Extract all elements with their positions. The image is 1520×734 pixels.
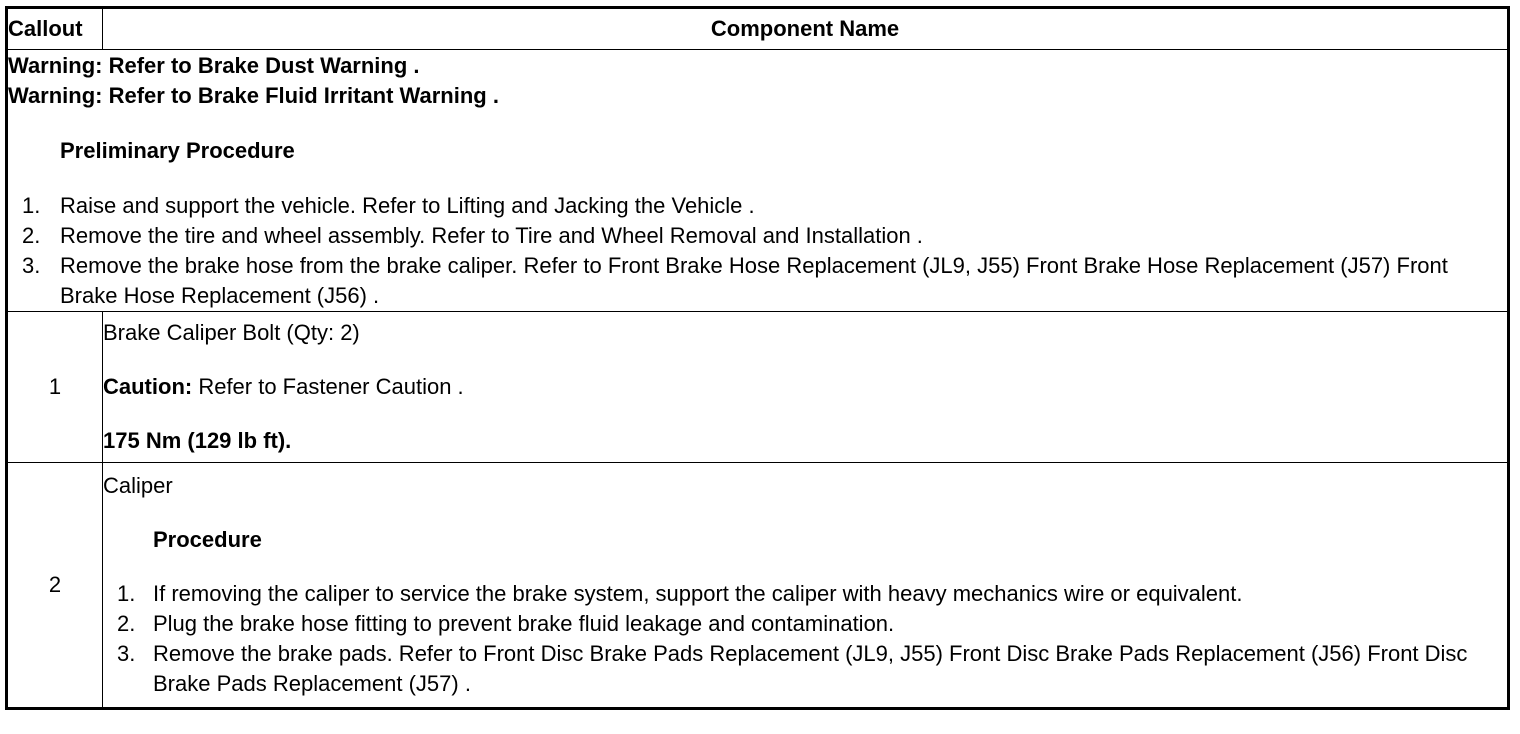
list-item: [103, 609, 1507, 639]
list-item: [103, 579, 1507, 609]
procedure-steps-list: [103, 579, 1507, 699]
table-row: [7, 463, 1509, 709]
step-text: Remove the tire and wheel assembly. Refer to Tire and Wheel Removal and Installation .: [60, 222, 923, 248]
list-item: [8, 191, 1507, 221]
step-number: 3.: [22, 252, 41, 278]
step-number: 1.: [22, 192, 41, 218]
preliminary-steps-list: [8, 191, 1507, 311]
caution-note: [103, 372, 1507, 402]
preliminary-procedure-title: Preliminary Procedure: [60, 137, 295, 163]
step-text: Plug the brake hose fitting to prevent brake fluid leakage and contamination.: [153, 611, 895, 636]
torque-spec: 175 Nm (129 lb ft).: [103, 428, 292, 453]
callout-column-header: Callout: [7, 8, 103, 50]
intro-cell: [7, 50, 1509, 312]
component-cell: [103, 463, 1509, 709]
component-name-column-header: Component Name: [103, 8, 1509, 50]
caution-text: Refer to Fastener Caution .: [192, 374, 464, 399]
component-name: Caliper: [103, 473, 173, 498]
table-row: [7, 312, 1509, 463]
step-text: Remove the brake hose from the brake caliper. Refer to Front Brake Hose Replacement (JL9, J55) Front Brake Hose Replacement (J57) Front Brake Hose Replacement (J56) .: [60, 252, 1448, 308]
callout-number: 1: [7, 312, 103, 463]
header-row: [7, 8, 1509, 50]
step-number: 2.: [117, 611, 136, 636]
step-number: 2.: [22, 222, 41, 248]
procedure-table: [5, 6, 1510, 710]
step-text: Raise and support the vehicle. Refer to Lifting and Jacking the Vehicle .: [60, 192, 755, 218]
component-cell: [103, 312, 1509, 463]
list-item: [8, 221, 1507, 251]
list-item: [103, 639, 1507, 699]
callout-number: 2: [7, 463, 103, 709]
component-name: Brake Caliper Bolt (Qty: 2): [103, 320, 360, 345]
list-item: [8, 251, 1507, 311]
caution-label: Caution:: [103, 374, 193, 399]
warning-brake-dust: Warning: Refer to Brake Dust Warning .: [8, 52, 420, 78]
procedure-title: Procedure: [153, 527, 262, 552]
step-text: Remove the brake pads. Refer to Front Disc Brake Pads Replacement (JL9, J55) Front Disc Brake Pads Replacement (J56) Front Disc Brake Pads Replacement (J57) .: [153, 641, 1468, 696]
step-number: 3.: [117, 641, 136, 666]
step-text: If removing the caliper to service the brake system, support the caliper with heavy mechanics wire or equivalent.: [153, 581, 1243, 606]
warning-brake-fluid: Warning: Refer to Brake Fluid Irritant Warning .: [8, 82, 499, 108]
step-number: 1.: [117, 581, 136, 606]
intro-row: [7, 50, 1509, 312]
